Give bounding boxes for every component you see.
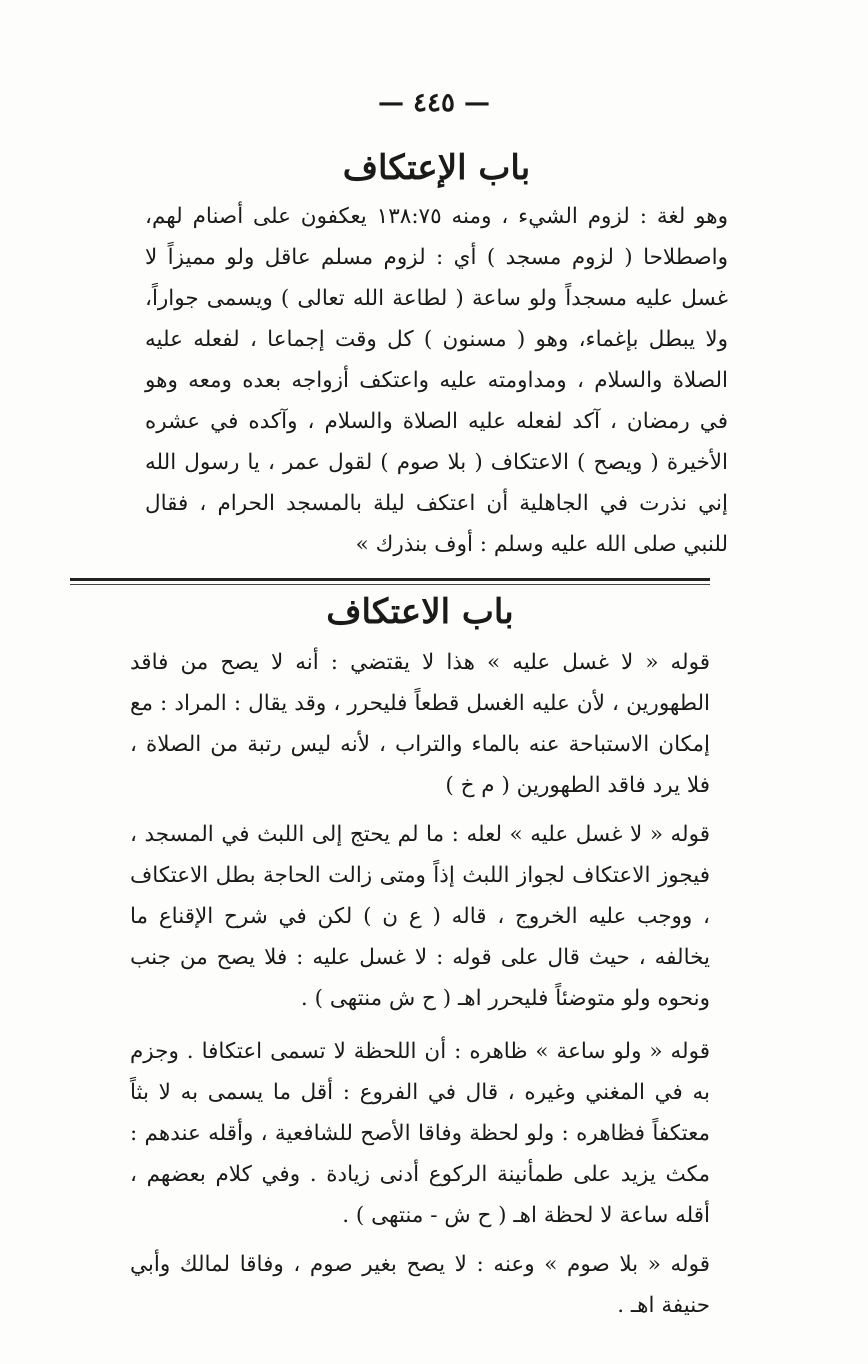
commentary-chapter-title: باب الاعتكاف [326, 592, 514, 632]
commentary-paragraph: قوله « ولو ساعة » ظاهره : أن اللحظة لا تسمى اعتكافا . وجزم به في المغني وغيره ، قال في الفروع : أقل ما يسمى به لا بثاً معتكفاً فظاهره : ولو لحظة وفاقا الأصح للشافعية ، وأقله عندهم : مكث يزيد على طمأنينة الركوع أدنى زيادة . وفي كلام بعضهم ، أقله ساعة لا لحظة اهـ ( ح ش - منتهى ) . [130, 1039, 710, 1228]
commentary-section [0, 592, 868, 1334]
page-number: — ٤٤٥ — [377, 88, 491, 118]
main-paragraph: وهو لغة : لزوم الشيء ، ومنه ١٣٨:٧٥ يعكفون على أصنام لهم، واصطلاحا ( لزوم مسجد ) أي : لزوم مسلم عاقل ولو مميزاً لا غسل عليه مسجداً ولو ساعة ( لطاعة الله تعالى ) ويسمى جواراً، ولا يبطل بإغماء، وهو ( مسنون ) كل وقت إجماعا ، لفعله عليه الصلاة والسلام ، ومداومته عليه واعتكف أزواجه بعده ومعه وهو في رمضان ، آكد لفعله عليه الصلاة والسلام ، وآكده في عشره الأخيرة ( ويصح ) الاعتكاف ( بلا صوم ) لقول عمر ، يا رسول الله إني نذرت في الجاهلية أن اعتكف ليلة بالمسجد الحرام ، فقال للنبي صلى الله عليه وسلم : أوف بنذرك » [145, 204, 728, 557]
commentary-paragraph: قوله « بلا صوم » وعنه : لا يصح بغير صوم ، وفاقا لمالك وأبي حنيفة اهـ . [130, 1252, 710, 1318]
section-divider [70, 578, 710, 581]
commentary-paragraph: قوله « لا غسل عليه » هذا لا يقتضي : أنه لا يصح من فاقد الطهورين ، لأن عليه الغسل قطعاً فليحرر ، وقد يقال : المراد : مع إمكان الاستباحة عنه بالماء والتراب ، لأنه ليس رتبة من الصلاة ، فلا يرد فاقد الطهورين ( م خ ) [130, 650, 710, 798]
main-text-section [0, 148, 868, 565]
main-chapter-title: باب الإعتكاف [342, 148, 531, 188]
commentary-paragraph: قوله « لا غسل عليه » لعله : ما لم يحتج إلى اللبث في المسجد ، فيجوز الاعتكاف لجواز اللبث إذاً ومتى زالت الحاجة بطل الاعتكاف ، ووجب عليه الخروج ، قاله ( ع ن ) لكن في شرح الإقناع ما يخالفه ، حيث قال على قوله : لا غسل عليه : فلا يصح من جنب ونحوه ولو متوضئاً فليحرر اهـ ( ح ش منتهى ) . [130, 822, 710, 1011]
section-divider-thin [70, 584, 710, 585]
